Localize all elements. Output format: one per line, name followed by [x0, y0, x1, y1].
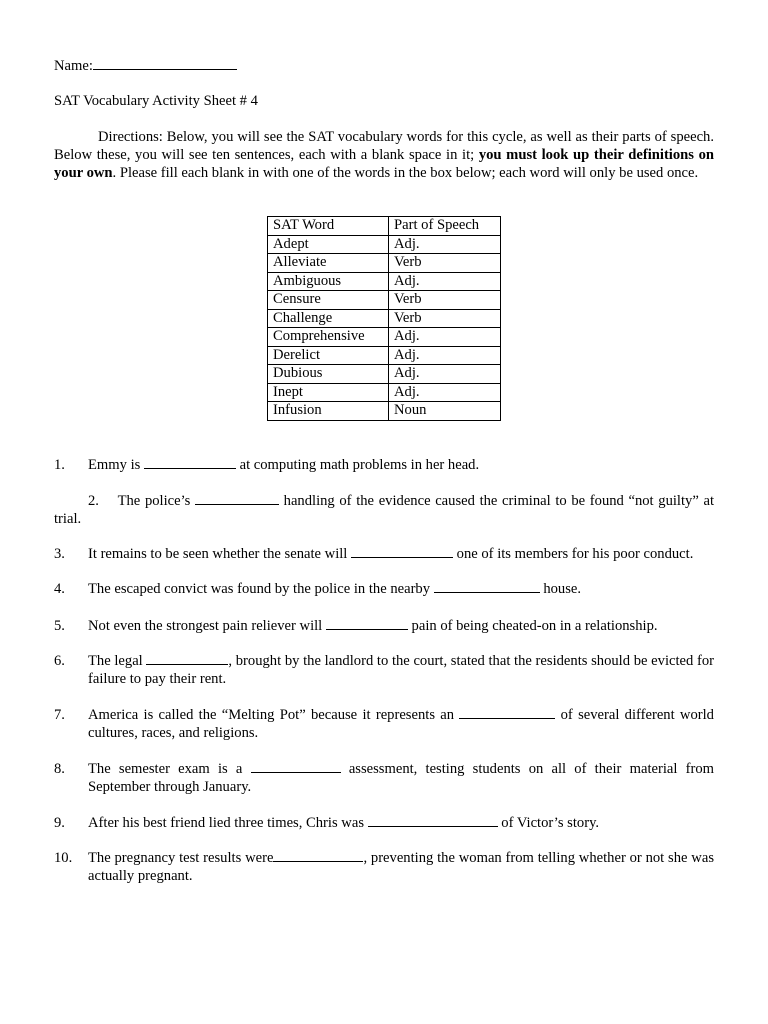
word-cell: Adept [268, 235, 389, 254]
question-6 [54, 652, 714, 688]
question-text-after: one of its members for his poor conduct. [453, 546, 694, 562]
word-cell: Comprehensive [268, 328, 389, 347]
question-text-after: pain of being cheated-on in a relationship. [407, 618, 658, 634]
table-row [268, 272, 501, 291]
word-cell: Dubious [268, 365, 389, 384]
question-number: 5. [54, 618, 65, 634]
word-cell: Inept [268, 383, 389, 402]
question-text-after: handling of the evidence caused the criminal to be found “not guilty” at trial. [54, 493, 714, 527]
question-5 [54, 617, 714, 635]
directions-text-2: . Please fill each blank in with one of the words in the box below; each word will only be used once. [112, 165, 699, 181]
answer-blank[interactable] [144, 456, 236, 469]
answer-blank[interactable] [195, 492, 279, 505]
header-part-of-speech: Part of Speech [389, 217, 501, 236]
pos-cell: Adj. [389, 235, 501, 254]
question-9 [54, 814, 714, 832]
answer-blank[interactable] [326, 617, 408, 630]
name-label: Name: [54, 58, 93, 74]
page-title: SAT Vocabulary Activity Sheet # 4 [54, 93, 258, 109]
question-10 [54, 849, 714, 885]
question-text-before: The pregnancy test results were [88, 850, 274, 866]
question-2 [54, 492, 714, 528]
word-cell: Censure [268, 291, 389, 310]
answer-blank[interactable] [273, 849, 363, 862]
word-cell: Ambiguous [268, 272, 389, 291]
table-row [268, 254, 501, 273]
question-text-after: of several different world cultures, races, and religions. [88, 707, 714, 741]
table-row [268, 309, 501, 328]
header-sat-word: SAT Word [268, 217, 389, 236]
question-number: 3. [54, 546, 65, 562]
question-number: 6. [54, 653, 65, 669]
table-row [268, 383, 501, 402]
question-7 [54, 706, 714, 742]
table-row [268, 235, 501, 254]
question-text-before: It remains to be seen whether the senate will [88, 546, 352, 562]
question-number: 7. [54, 707, 65, 723]
question-4 [54, 580, 714, 598]
question-3 [54, 545, 714, 563]
question-number: 1. [54, 457, 65, 473]
table-header-row [268, 217, 501, 236]
directions-text-1: Directions: Below, you will see the SAT vocabulary words for this cycle, as well as their parts of speech. Below these, you will see ten sentences, each with a blank space in it; [54, 129, 714, 163]
pos-cell: Verb [389, 291, 501, 310]
question-text-before: The police’s [117, 493, 195, 509]
directions-bold: you must look up their definitions on your own [54, 147, 715, 181]
question-text-after: , preventing the woman from telling whether or not she was actually pregnant. [88, 850, 715, 884]
word-cell: Derelict [268, 346, 389, 365]
question-text-after: , brought by the landlord to the court, stated that the residents should be evicted for failure to pay their rent. [88, 653, 714, 687]
pos-cell: Adj. [389, 346, 501, 365]
pos-cell: Adj. [389, 383, 501, 402]
question-number: 2. [88, 493, 99, 509]
question-text-after: house. [539, 581, 582, 597]
question-text-after: at computing math problems in her head. [235, 457, 480, 473]
name-field [54, 56, 237, 75]
pos-cell: Verb [389, 309, 501, 328]
question-text-before: America is called the “Melting Pot” because it represents an [88, 707, 460, 723]
question-1 [54, 456, 714, 474]
word-cell: Alleviate [268, 254, 389, 273]
answer-blank[interactable] [251, 760, 341, 773]
answer-blank[interactable] [368, 814, 498, 827]
question-number: 10. [54, 850, 73, 866]
pos-cell: Adj. [389, 328, 501, 347]
question-text-after: of Victor’s story. [497, 815, 600, 831]
answer-blank[interactable] [146, 652, 228, 665]
pos-cell: Noun [389, 402, 501, 421]
question-8 [54, 760, 714, 796]
question-text-before: Not even the strongest pain reliever will [88, 618, 326, 634]
vocabulary-table [267, 216, 501, 421]
table-row [268, 365, 501, 384]
question-number: 9. [54, 815, 65, 831]
answer-blank[interactable] [459, 706, 555, 719]
pos-cell: Adj. [389, 365, 501, 384]
question-text-before: The legal [88, 653, 147, 669]
table-row [268, 328, 501, 347]
table-row [268, 291, 501, 310]
question-text-before: The semester exam is a [88, 761, 251, 777]
answer-blank[interactable] [351, 545, 453, 558]
question-number: 4. [54, 581, 65, 597]
directions-paragraph [54, 128, 714, 182]
word-cell: Challenge [268, 309, 389, 328]
pos-cell: Verb [389, 254, 501, 273]
table-row [268, 402, 501, 421]
word-cell: Infusion [268, 402, 389, 421]
question-text-after: assessment, testing students on all of their material from September through January. [88, 761, 714, 795]
question-text-before: After his best friend lied three times, Chris was [88, 815, 368, 831]
table-row [268, 346, 501, 365]
question-number: 8. [54, 761, 65, 777]
answer-blank[interactable] [434, 580, 540, 593]
pos-cell: Adj. [389, 272, 501, 291]
question-text-before: The escaped convict was found by the police in the nearby [88, 581, 434, 597]
name-blank[interactable] [93, 56, 237, 70]
question-text-before: Emmy is [88, 457, 144, 473]
